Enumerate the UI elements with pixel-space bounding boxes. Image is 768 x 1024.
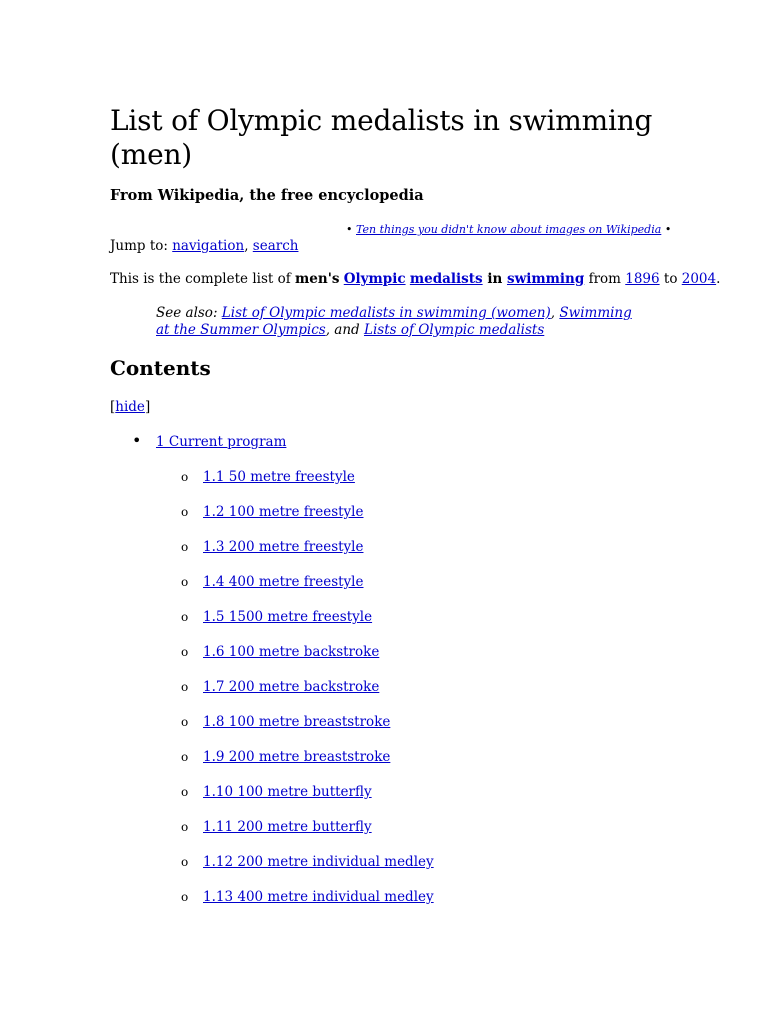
toc-heading: Contents: [110, 356, 211, 380]
intro-paragraph: [110, 271, 720, 287]
toc-subsection-link[interactable]: 1.12 200 metre individual medley: [203, 854, 434, 870]
women-medalists-link[interactable]: List of Olympic medalists in swimming (women): [221, 305, 551, 321]
jump-to-links: [110, 238, 298, 254]
toc-subsection-item: [181, 504, 364, 520]
toc-subsection-link[interactable]: 1.6 100 metre backstroke: [203, 644, 380, 660]
toc-subsection-link[interactable]: 1.8 100 metre breaststroke: [203, 714, 391, 730]
toc-subsection-item: [181, 749, 391, 765]
toc-subsection-item: [181, 644, 380, 660]
toc-subsection-link[interactable]: 1.2 100 metre freestyle: [203, 504, 364, 520]
toc-circle-bullet-icon: o: [181, 855, 189, 869]
toc-toggle-close: ]: [144, 399, 151, 415]
toc-bullet-icon: •: [132, 431, 142, 450]
toc-circle-bullet-icon: o: [181, 750, 189, 764]
toc-circle-bullet-icon: o: [181, 785, 189, 799]
page-title: List of Olympic medalists in swimming (men): [110, 104, 653, 171]
see-also-sep: ,: [550, 305, 560, 321]
toc-circle-bullet-icon: o: [181, 890, 189, 904]
toc-subsection-link[interactable]: 1.4 400 metre freestyle: [203, 574, 364, 590]
notice-bullet-left: •: [346, 223, 353, 236]
intro-mens: men's: [295, 271, 340, 287]
notice-link[interactable]: Ten things you didn't know about images on Wikipedia: [356, 223, 662, 236]
toc-subsection-link[interactable]: 1.5 1500 metre freestyle: [203, 609, 373, 625]
toc-hide-link[interactable]: hide: [115, 399, 145, 415]
toc-subsection-item: [181, 714, 391, 730]
toc-subsection-link[interactable]: 1.7 200 metre backstroke: [203, 679, 380, 695]
toc-subsection-link[interactable]: 1.9 200 metre breaststroke: [203, 749, 391, 765]
see-also-prefix: See also:: [156, 305, 222, 321]
intro-in: in: [482, 271, 507, 287]
toc-circle-bullet-icon: o: [181, 680, 189, 694]
site-notice: [346, 223, 671, 236]
intro-period: .: [716, 271, 721, 287]
olympic-link[interactable]: Olympic: [343, 271, 406, 287]
toc-subsection-item: [181, 819, 372, 835]
year-1896-link[interactable]: 1896: [625, 271, 660, 287]
intro-text: This is the complete list of: [110, 271, 296, 287]
toc-subsection-item: [181, 539, 364, 555]
toc-circle-bullet-icon: o: [181, 645, 189, 659]
swimming-summer-olympics-link[interactable]: Swimming at the Summer Olympics: [156, 305, 632, 338]
toc-subsection-link[interactable]: 1.1 50 metre freestyle: [203, 469, 355, 485]
toc-subsection-item: [181, 679, 380, 695]
toc-circle-bullet-icon: o: [181, 470, 189, 484]
swimming-link[interactable]: swimming: [506, 271, 585, 287]
toc-subsection-item: [181, 574, 364, 590]
notice-bullet-right: •: [664, 223, 672, 236]
toc-subsection-link[interactable]: 1.3 200 metre freestyle: [203, 539, 364, 555]
jump-navigation-link[interactable]: navigation: [172, 238, 245, 254]
toc-toggle: [110, 399, 150, 415]
toc-circle-bullet-icon: o: [181, 575, 189, 589]
intro-from: from: [584, 271, 626, 287]
toc-subsection-link[interactable]: 1.13 400 metre individual medley: [203, 889, 434, 905]
toc-subsection-link[interactable]: 1.11 200 metre butterfly: [203, 819, 372, 835]
toc-circle-bullet-icon: o: [181, 505, 189, 519]
toc-section-item: [132, 431, 287, 450]
toc-subsection-item: [181, 854, 434, 870]
toc-subsection-item: [181, 889, 434, 905]
site-tagline: From Wikipedia, the free encyclopedia: [110, 187, 424, 204]
year-2004-link[interactable]: 2004: [681, 271, 717, 287]
toc-toggle-open: [: [110, 399, 116, 415]
intro-to: to: [659, 271, 682, 287]
toc-circle-bullet-icon: o: [181, 540, 189, 554]
jump-prefix: Jump to:: [110, 238, 173, 254]
toc-circle-bullet-icon: o: [181, 715, 189, 729]
see-also-sep: , and: [325, 322, 364, 338]
toc-subsection-item: [181, 469, 355, 485]
see-also-note: [156, 305, 636, 339]
toc-subsection-link[interactable]: 1.10 100 metre butterfly: [203, 784, 372, 800]
toc-subsection-item: [181, 784, 372, 800]
medalists-link[interactable]: medalists: [409, 271, 483, 287]
toc-circle-bullet-icon: o: [181, 610, 189, 624]
lists-of-olympic-medalists-link[interactable]: Lists of Olympic medalists: [363, 322, 545, 338]
toc-subsection-item: [181, 609, 373, 625]
toc-circle-bullet-icon: o: [181, 820, 189, 834]
jump-search-link[interactable]: search: [252, 238, 299, 254]
toc-section-link[interactable]: 1 Current program: [156, 434, 287, 450]
jump-separator: ,: [244, 238, 253, 254]
